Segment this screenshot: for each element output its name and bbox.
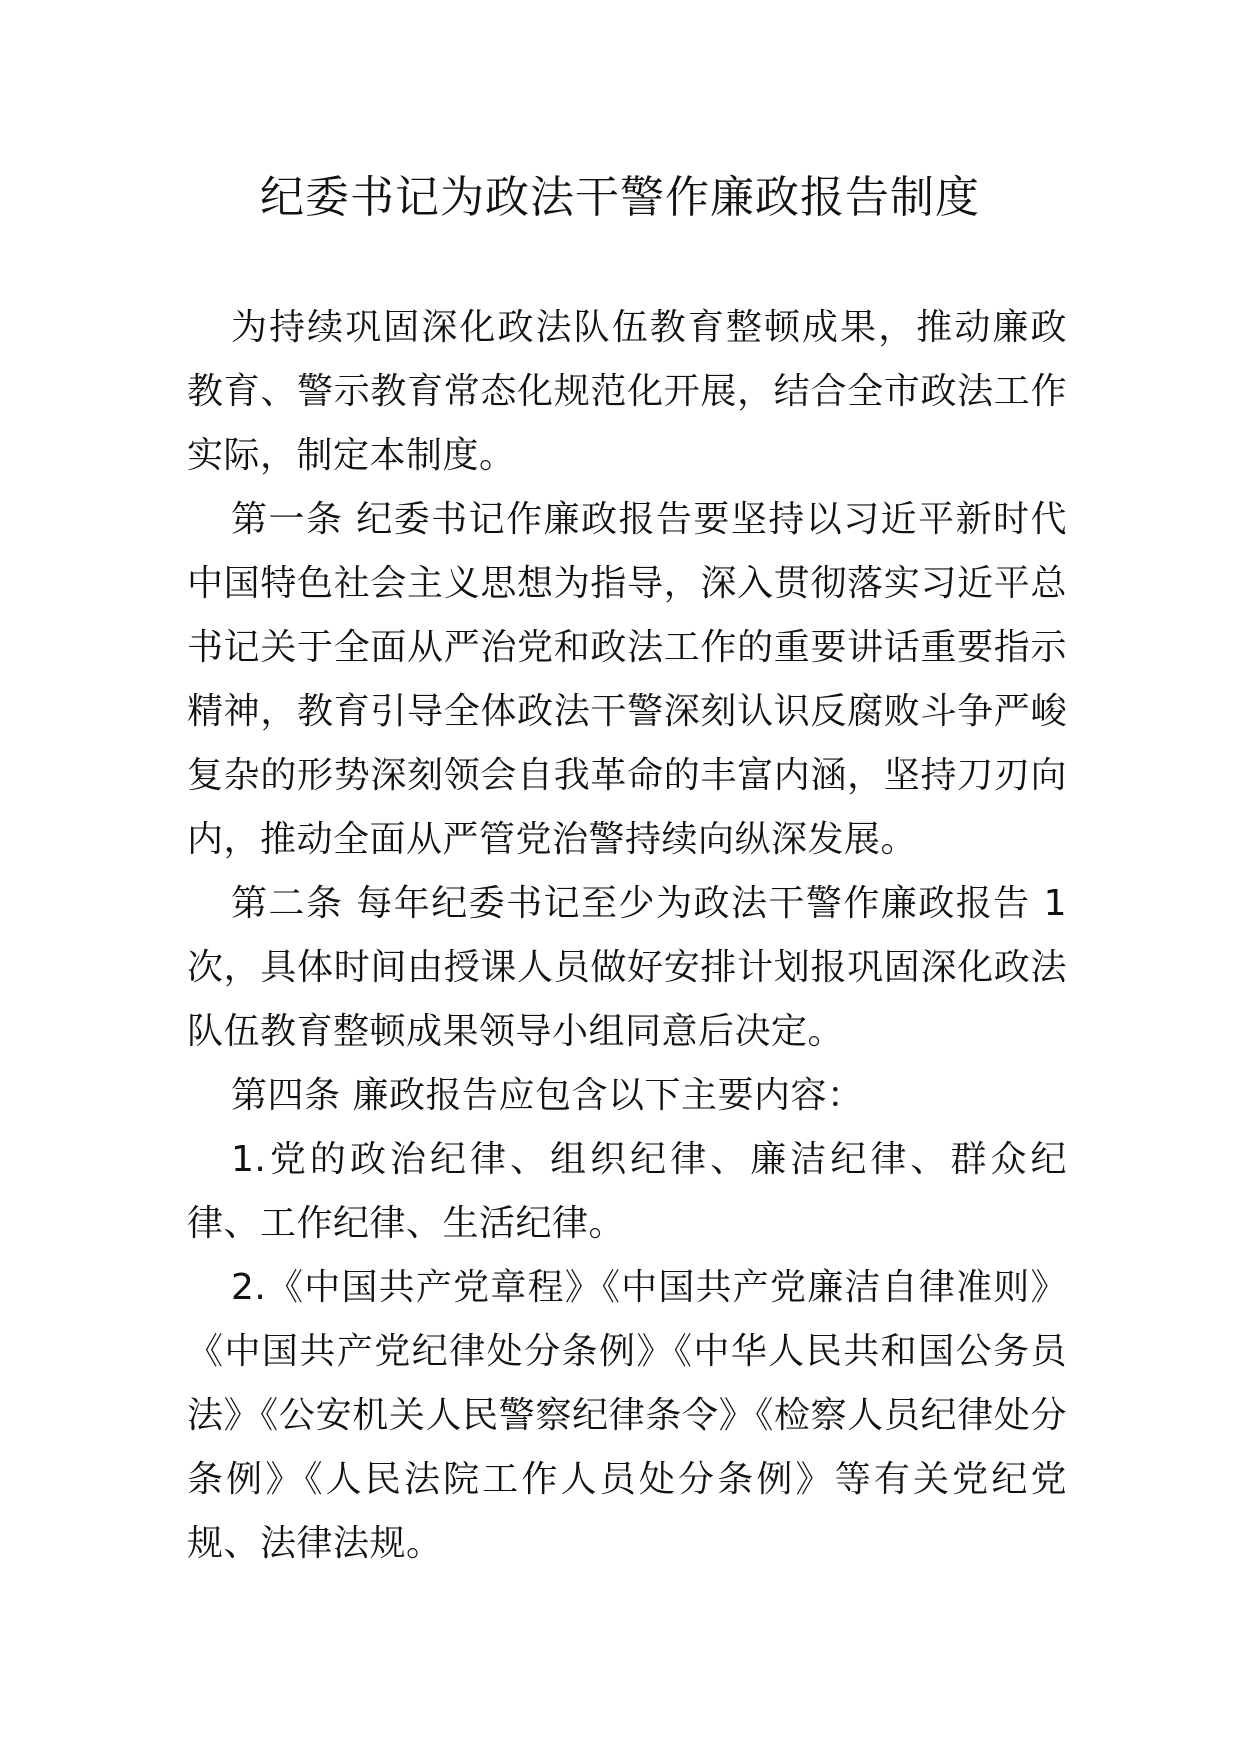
paragraph-item-2: 2.《中国共产党章程》《中国共产党廉洁自律准则》《中国共产党纪律处分条例》《中华人民共和国公务员法》《公安机关人民警察纪律条令》《检察人员纪律处分条例》《人民法院工作人员处分条例》等有关党纪党规、法律法规。 [187,1267,1067,1564]
paragraph-article-2: 第二条 每年纪委书记至少为政法干警作廉政报告 1 次，具体时间由授课人员做好安排计划报巩固深化政法队伍教育整顿成果领导小组同意后决定。 [187,883,1067,1052]
document-body [187,296,1067,1576]
paragraph-article-4: 第四条 廉政报告应包含以下主要内容： [231,1075,864,1116]
paragraph-article-1: 第一条 纪委书记作廉政报告要坚持以习近平新时代中国特色社会主义思想为指导，深入贯彻落实习近平总书记关于全面从严治党和政法工作的重要讲话重要指示精神，教育引导全体政法干警深刻认识反腐败斗争严峻复杂的形势深刻领会自我革命的丰富内涵，坚持刀刃向内，推动全面从严管党治警持续向纵深发展。 [187,499,1067,860]
paragraph-preamble: 为持续巩固深化政法队伍教育整顿成果，推动廉政教育、警示教育常态化规范化开展，结合全市政法工作实际，制定本制度。 [187,307,1067,476]
paragraph-item-1: 1.党的政治纪律、组织纪律、廉洁纪律、群众纪律、工作纪律、生活纪律。 [187,1139,1067,1244]
document-title: 纪委书记为政法干警作廉政报告制度 [260,172,980,223]
